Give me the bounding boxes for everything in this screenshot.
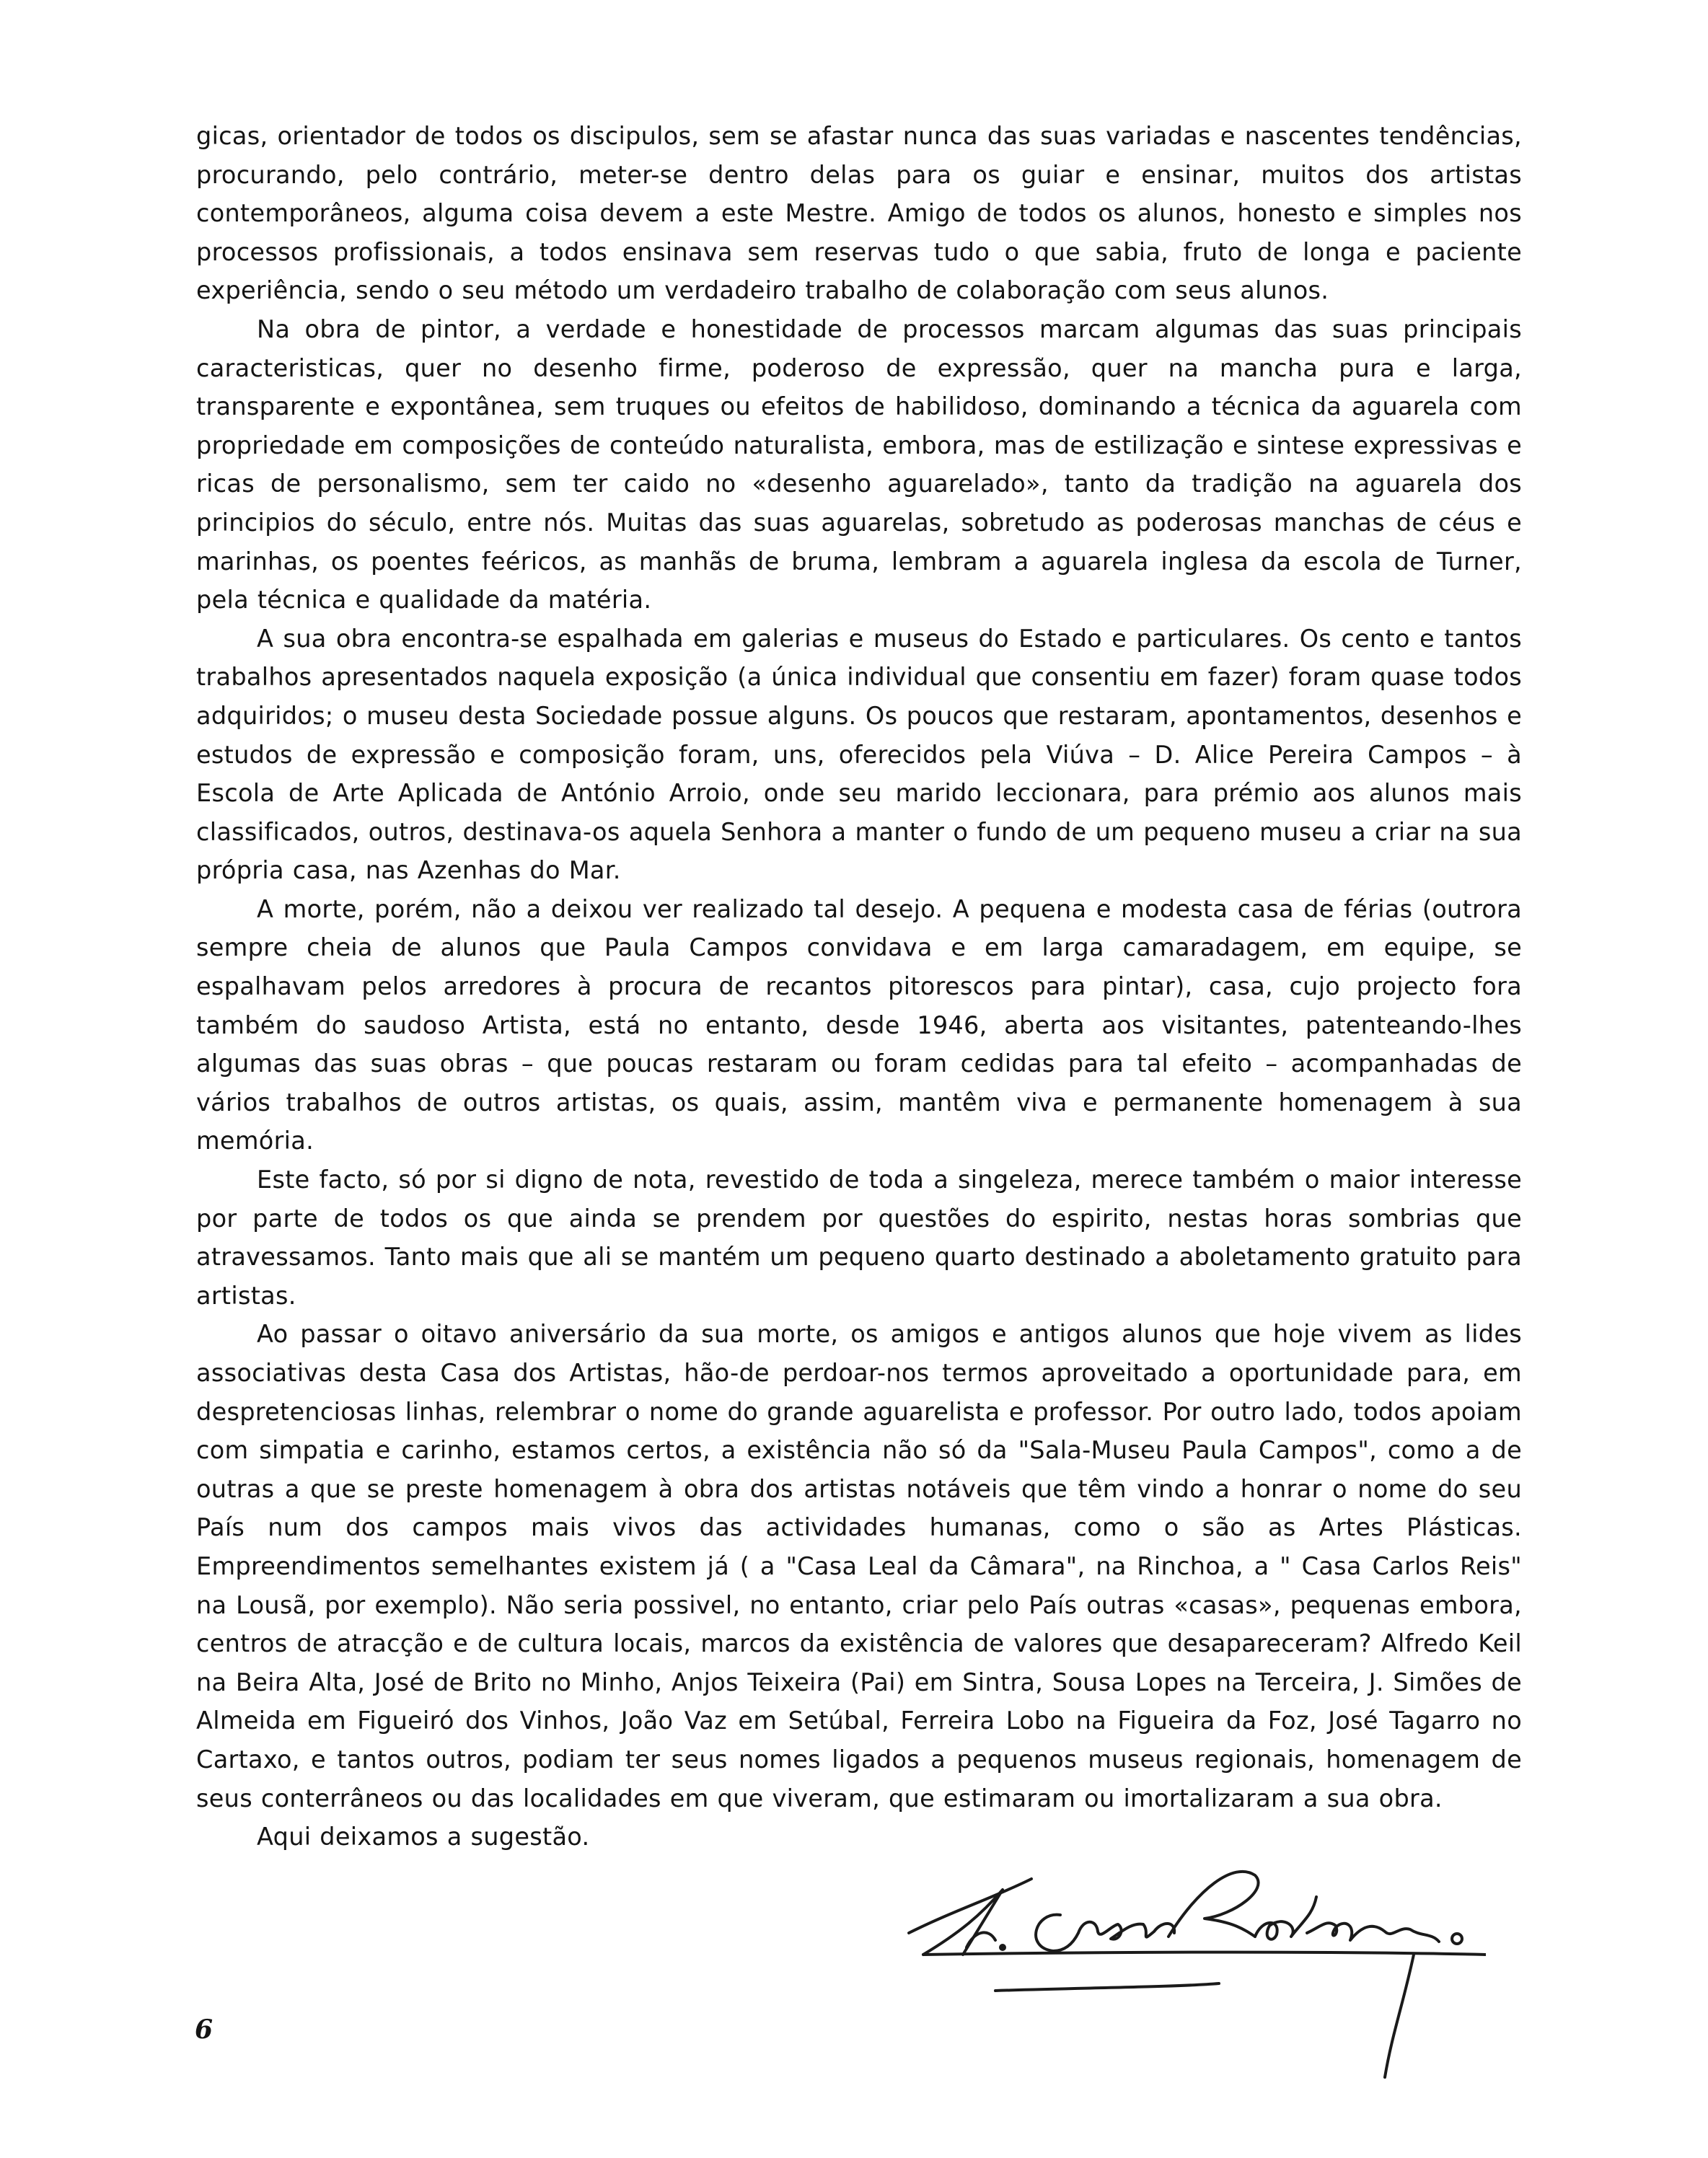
paragraph-painter-work: Na obra de pintor, a verdade e honestidade de processos marcam algumas das suas principais caracteristicas, quer no desenho firme, poderoso de expressão, quer na mancha pura e larga, transparente e expontânea, sem truques ou efeitos de habilidoso, dominando a técnica da aguarela com propriedade em composições de conteúdo naturalista, embora, mas de estilização e sintese expressivas e ricas de personalismo, sem ter caido no «desenho aguarelado», tanto da tradição na aguarela dos principios do século, entre nós. Muitas das suas aguarelas, sobretudo as poderosas manchas de céus e marinhas, os poentes feéricos, as manhãs de bruma, lembram a aguarela inglesa da escola de Turner, pela técnica e qualidade da matéria. [196,314,1522,615]
handwritten-signature [894,1846,1486,2120]
signature-drawing [894,1846,1486,2120]
paragraph-continuation: gicas, orientador de todos os discipulos, sem se afastar nunca das suas variadas e nascentes tendências, procurando, pelo contrário, meter-se dentro delas para os guiar e ensinar, muitos dos artistas contemporâneos, alguma coisa devem a este Mestre. Amigo de todos os alunos, honesto e simples nos processos profissionais, a todos ensinava sem reservas tudo o que sabia, fruto de longa e paciente experiência, sendo o seu método um verdadeiro trabalho de colaboração com seus alunos. [196,122,1522,305]
paragraph-holiday-house: A morte, porém, não a deixou ver realizado tal desejo. A pequena e modesta casa de férias (outrora sempre cheia de alunos que Paula Campos convidava e em larga camaradagem, em equipe, se espalhavam pelos arredores à procura de recantos pitorescos para pintar), casa, cujo projecto fora também do saudoso Artista, está no entanto, desde 1946, aberta aos visitantes, patenteando-lhes algumas das suas obras – que poucas restaram ou foram cedidas para tal efeito – acompanhadas de vários trabalhos de outros artistas, os quais, assim, mantêm viva e permanente homenagem à sua memória. [196,894,1522,1155]
paragraph-collections: A sua obra encontra-se espalhada em galerias e museus do Estado e particulares. Os cento e tantos trabalhos apresentados naquela exposição (a única individual que consentiu em fazer) foram quase todos adquiridos; o museu desta Sociedade possue alguns. Os poucos que restaram, apontamentos, desenhos e estudos de expressão e composição foram, uns, oferecidos pela Viúva – D. Alice Pereira Campos – à Escola de Arte Aplicada de António Arroio, onde seu marido leccionara, para prémio aos alunos mais classificados, outros, destinava-os aquela Senhora a manter o fundo de um pequeno museu a criar na sua própria casa, nas Azenhas do Mar. [196,624,1522,885]
paragraph-noteworthy-fact: Este facto, só por si digno de nota, revestido de toda a singeleza, merece também o maior interesse por parte de todos os que ainda se prendem por questões do espirito, nestas horas sombrias que atravessamos. Tanto mais que ali se mantém um pequeno quarto destinado a aboletamento gratuito para artistas. [196,1166,1522,1310]
page-number: 6 [195,2014,214,2045]
body-text [196,117,1522,1857]
paragraph-anniversary: Ao passar o oitavo aniversário da sua morte, os amigos e antigos alunos que hoje vivem as lides associativas desta Casa dos Artistas, hão-de perdoar-nos termos aproveitado a oportunidade para, em despretenciosas linhas, relembrar o nome do grande aguarelista e professor. Por outro lado, todos apoiam com simpatia e carinho, estamos certos, a existência não só da "Sala-Museu Paula Campos", como a de outras a que se preste homenagem à obra dos artistas notáveis que têm vindo a honrar o nome do seu País num dos campos mais vivos das actividades humanas, como o são as Artes Plásticas. Empreendimentos semelhantes existem já ( a "Casa Leal da Câmara", na Rinchoa, a " Casa Carlos Reis" na Lousã, por exemplo). Não seria possivel, no entanto, criar pelo País outras «casas», pequenas embora, centros de atracção e de cultura locais, marcos da existência de valores que desapareceram? Alfredo Keil na Beira Alta, José de Brito no Minho, Anjos Teixeira (Pai) em Sintra, Sousa Lopes na Terceira, J. Simões de Almeida em Figueiró dos Vinhos, João Vaz em Setúbal, Ferreira Lobo na Figueira da Foz, José Tagarro no Cartaxo, e tantos outros, podiam ter seus nomes ligados a pequenos museus regionais, homenagem de seus conterrâneos ou das localidades em que viveram, que estimaram ou imortalizaram a sua obra. [196,1320,1522,1813]
paragraph-suggestion: Aqui deixamos a sugestão. [257,1823,590,1851]
